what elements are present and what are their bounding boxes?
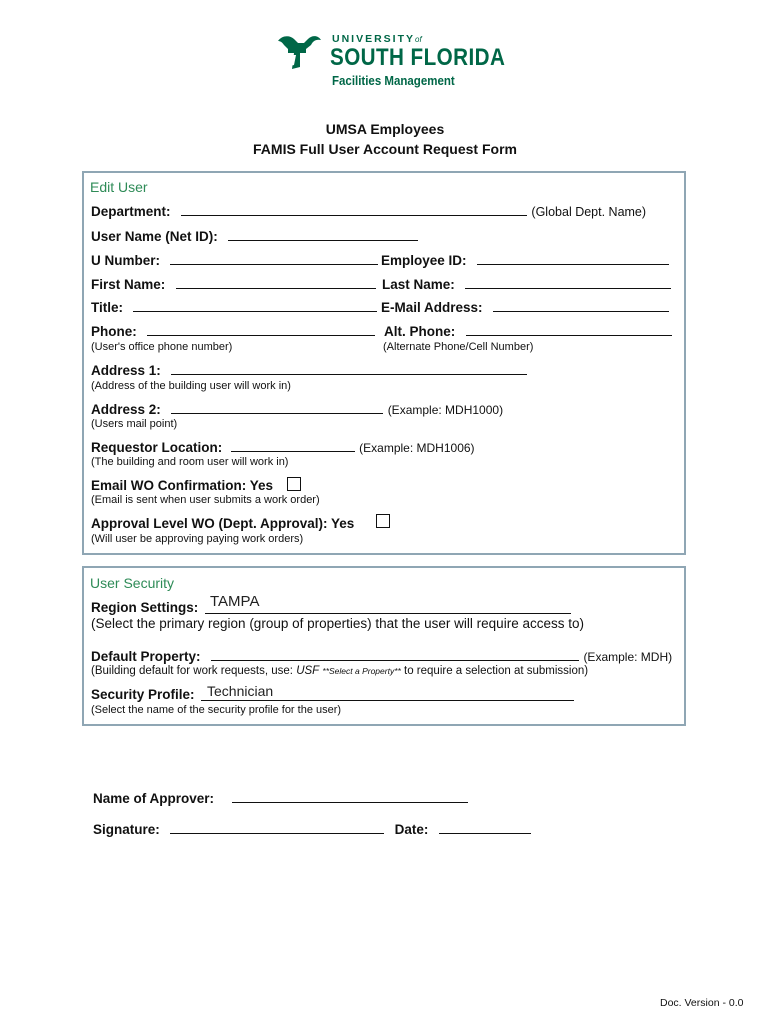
address2-label: Address 2: bbox=[91, 402, 161, 417]
alt-phone-label: Alt. Phone: bbox=[384, 324, 456, 339]
security-profile-label: Security Profile: bbox=[91, 687, 195, 702]
form-title-line2: FAMIS Full User Account Request Form bbox=[253, 141, 517, 157]
phone-note: (User's office phone number) bbox=[91, 341, 233, 353]
username-label: User Name (Net ID): bbox=[91, 229, 218, 244]
user-security-heading: User Security bbox=[90, 575, 175, 591]
last-name-label: Last Name: bbox=[382, 277, 455, 292]
signature-field[interactable] bbox=[170, 821, 384, 834]
approver-name-field[interactable] bbox=[232, 790, 468, 803]
employee-id-row bbox=[381, 252, 669, 270]
phone-row bbox=[91, 323, 375, 341]
address1-field[interactable] bbox=[171, 362, 527, 375]
logo-south-florida-text: SOUTH FLORIDA bbox=[330, 44, 506, 71]
employee-id-label: Employee ID: bbox=[381, 253, 467, 268]
employee-id-field[interactable] bbox=[477, 252, 669, 265]
alt-phone-row bbox=[384, 323, 672, 341]
doc-version: Doc. Version - 0.0 bbox=[660, 997, 744, 1009]
department-label: Department: bbox=[91, 204, 171, 219]
security-profile-note: (Select the name of the security profile for the user) bbox=[91, 704, 342, 716]
title-field[interactable] bbox=[133, 299, 377, 312]
address2-example: (Example: MDH1000) bbox=[387, 403, 504, 417]
email-label: E-Mail Address: bbox=[381, 300, 483, 315]
approval-note: (Will user be approving paying work orders) bbox=[91, 533, 304, 545]
title-label: Title: bbox=[91, 300, 124, 315]
requestor-location-example: (Example: MDH1006) bbox=[359, 441, 475, 455]
email-wo-label: Email WO Confirmation: Yes bbox=[91, 478, 274, 493]
address1-note: (Address of the building user will work in) bbox=[91, 380, 291, 392]
address1-row bbox=[91, 362, 527, 380]
username-row bbox=[91, 228, 418, 246]
first-name-row bbox=[91, 276, 376, 294]
region-note: (Select the primary region (group of properties) that the user will require access to) bbox=[91, 616, 584, 631]
default-property-example: (Example: MDH) bbox=[583, 650, 673, 664]
address1-label: Address 1: bbox=[91, 363, 161, 378]
u-number-label: U Number: bbox=[91, 253, 161, 268]
last-name-row bbox=[382, 276, 671, 294]
title-row bbox=[91, 299, 377, 317]
logo-university-text: UNIVERSITYof bbox=[332, 33, 422, 45]
username-field[interactable] bbox=[228, 228, 418, 241]
phone-field[interactable] bbox=[147, 323, 375, 336]
approver-name-row bbox=[93, 790, 468, 808]
email-field[interactable] bbox=[493, 299, 669, 312]
u-number-field[interactable] bbox=[170, 252, 378, 265]
form-title-line1: UMSA Employees bbox=[325, 121, 445, 137]
default-property-row bbox=[91, 648, 672, 666]
region-field[interactable] bbox=[205, 600, 571, 614]
requestor-location-row bbox=[91, 439, 475, 457]
region-value: TAMPA bbox=[210, 593, 260, 610]
default-property-field[interactable] bbox=[211, 648, 579, 661]
date-field[interactable] bbox=[439, 821, 531, 834]
requestor-location-field[interactable] bbox=[231, 439, 355, 452]
approver-name-label: Name of Approver: bbox=[93, 791, 215, 806]
address2-field[interactable] bbox=[171, 401, 383, 414]
usf-bull-logo-icon bbox=[276, 33, 322, 71]
alt-phone-field[interactable] bbox=[466, 323, 672, 336]
phone-label: Phone: bbox=[91, 324, 137, 339]
address2-note: (Users mail point) bbox=[91, 418, 178, 430]
logo-facilities-text: Facilities Management bbox=[332, 74, 455, 88]
department-note: (Global Dept. Name) bbox=[531, 205, 647, 219]
default-property-note: (Building default for work requests, use: USF **Select a Property** to require a selection at submission) bbox=[91, 665, 589, 677]
security-profile-row bbox=[91, 686, 195, 704]
u-number-row bbox=[91, 252, 378, 270]
edit-user-heading: Edit User bbox=[90, 179, 148, 195]
department-row bbox=[91, 203, 646, 221]
last-name-field[interactable] bbox=[465, 276, 671, 289]
first-name-field[interactable] bbox=[176, 276, 376, 289]
department-field[interactable] bbox=[181, 203, 527, 216]
alt-phone-note: (Alternate Phone/Cell Number) bbox=[383, 341, 534, 353]
address2-row bbox=[91, 401, 503, 419]
security-profile-value: Technician bbox=[207, 683, 274, 699]
region-row bbox=[91, 599, 198, 617]
email-wo-note: (Email is sent when user submits a work order) bbox=[91, 494, 320, 506]
region-label: Region Settings: bbox=[91, 600, 199, 615]
signature-row bbox=[93, 821, 531, 839]
requestor-location-label: Requestor Location: bbox=[91, 440, 223, 455]
approval-checkbox[interactable] bbox=[376, 514, 390, 528]
default-property-label: Default Property: bbox=[91, 649, 201, 664]
signature-label: Signature: bbox=[93, 822, 160, 837]
email-row bbox=[381, 299, 669, 317]
first-name-label: First Name: bbox=[91, 277, 166, 292]
approval-label: Approval Level WO (Dept. Approval): Yes bbox=[91, 516, 355, 531]
date-label: Date: bbox=[394, 822, 429, 837]
requestor-location-note: (The building and room user will work in) bbox=[91, 456, 289, 468]
email-wo-checkbox[interactable] bbox=[287, 477, 301, 491]
